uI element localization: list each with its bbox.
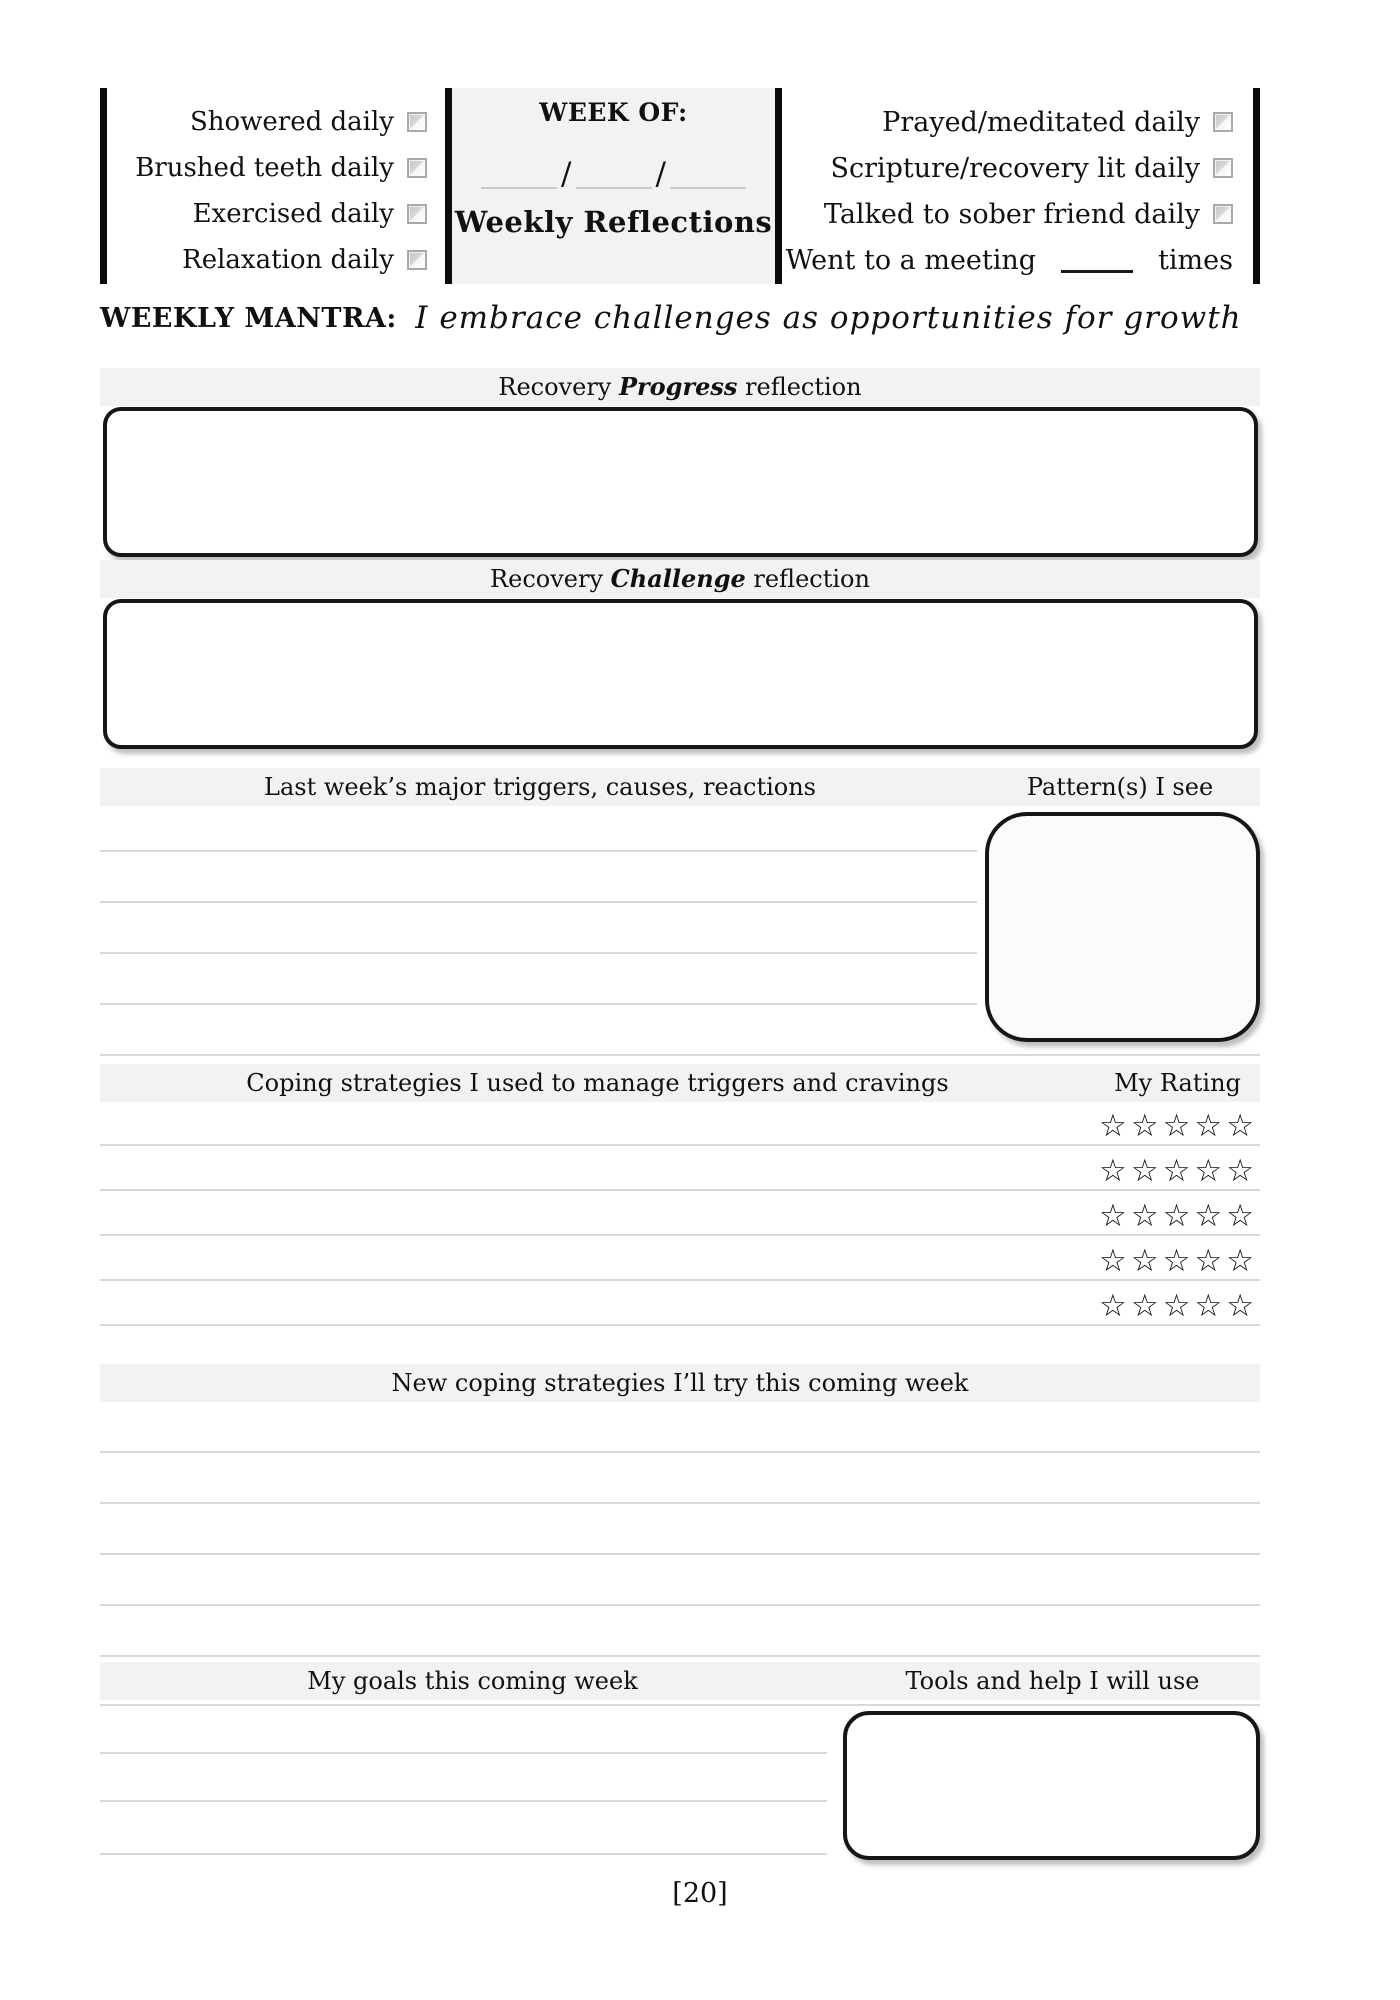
rating-stars-row[interactable]: ☆☆☆☆☆ <box>100 1149 1260 1191</box>
new-coping-writing-line[interactable] <box>100 1553 1260 1555</box>
checkbox-icon[interactable] <box>407 112 427 132</box>
checklist-row-showered <box>107 99 445 145</box>
goals-writing-line[interactable] <box>100 1704 1260 1706</box>
meeting-count-row <box>782 237 1253 283</box>
date-slash: / <box>561 156 572 192</box>
week-of-label: WEEK OF: <box>539 98 688 127</box>
checklist-label: Scripture/recovery lit daily <box>830 152 1200 184</box>
center-left-divider-bar <box>445 88 452 284</box>
checklist-label: Showered daily <box>189 107 394 137</box>
tools-writing-box[interactable] <box>843 1711 1260 1860</box>
weekly-mantra-label: WEEKLY MANTRA: <box>100 302 397 334</box>
challenge-title-post: reflection <box>745 565 870 593</box>
checkbox-icon[interactable] <box>1213 158 1233 178</box>
checklist-row-brushed <box>107 145 445 191</box>
center-right-divider-bar <box>775 88 782 284</box>
weekly-mantra-text: I embrace challenges as opportunities for growth <box>415 300 1242 336</box>
goals-title: My goals this coming week <box>307 1667 638 1695</box>
progress-title-pre: Recovery <box>498 373 619 401</box>
page-title: Weekly Reflections <box>454 205 773 239</box>
new-coping-writing-line[interactable] <box>100 1502 1260 1504</box>
checklist-label: Prayed/meditated daily <box>882 106 1200 138</box>
rating-stars-row[interactable]: ☆☆☆☆☆ <box>100 1194 1260 1236</box>
rating-stars-row[interactable]: ☆☆☆☆☆ <box>100 1239 1260 1281</box>
checklist-label: Exercised daily <box>192 199 394 229</box>
rating-stars-row[interactable]: ☆☆☆☆☆ <box>100 1284 1260 1326</box>
triggers-writing-line[interactable] <box>100 952 977 954</box>
new-coping-writing-line[interactable] <box>100 1604 1260 1606</box>
weekly-header-block <box>100 88 1260 284</box>
triggers-writing-line[interactable] <box>100 1003 977 1005</box>
goals-writing-line[interactable] <box>100 1800 827 1802</box>
triggers-writing-line[interactable] <box>100 901 977 903</box>
coping-title: Coping strategies I used to manage triggers and cravings <box>246 1069 949 1097</box>
rating-title: My Rating <box>1114 1069 1241 1097</box>
challenge-title-emph: Challenge <box>610 564 746 593</box>
new-coping-section-header: New coping strategies I’ll try this coming week <box>100 1364 1260 1402</box>
checklist-label: Brushed teeth daily <box>135 153 394 183</box>
goals-writing-line[interactable] <box>100 1752 827 1754</box>
checkbox-icon[interactable] <box>1213 204 1233 224</box>
date-blank-year[interactable] <box>670 157 746 189</box>
date-blank-month[interactable] <box>481 157 557 189</box>
self-care-checklist <box>107 88 445 284</box>
progress-writing-box[interactable] <box>103 407 1258 557</box>
progress-title-post: reflection <box>737 373 862 401</box>
tools-title: Tools and help I will use <box>905 1667 1200 1695</box>
weekly-mantra-row <box>100 300 1260 336</box>
date-blank-day[interactable] <box>576 157 652 189</box>
meeting-prefix: Went to a meeting <box>785 244 1037 276</box>
checklist-row-prayed <box>782 99 1253 145</box>
rating-stars-row[interactable]: ☆☆☆☆☆ <box>100 1104 1260 1146</box>
meeting-count-blank[interactable] <box>1061 248 1133 273</box>
checklist-row-relaxation <box>107 237 445 283</box>
patterns-title: Pattern(s) I see <box>1026 773 1214 801</box>
progress-section-header <box>100 368 1260 406</box>
right-divider-bar <box>1253 88 1260 284</box>
week-of-date-fields <box>452 143 775 192</box>
triggers-writing-line[interactable] <box>100 1054 1260 1056</box>
challenge-writing-box[interactable] <box>103 599 1258 749</box>
checklist-label: Talked to sober friend daily <box>823 198 1200 230</box>
triggers-writing-line[interactable] <box>100 850 977 852</box>
goals-section-header <box>100 1662 1260 1700</box>
checkbox-icon[interactable] <box>407 250 427 270</box>
progress-title-emph: Progress <box>618 372 738 401</box>
checklist-row-exercised <box>107 191 445 237</box>
new-coping-writing-line[interactable] <box>100 1451 1260 1453</box>
meeting-suffix: times <box>1158 244 1233 276</box>
triggers-section-header <box>100 768 1260 806</box>
coping-section-header <box>100 1064 1260 1102</box>
checkbox-icon[interactable] <box>1213 112 1233 132</box>
checkbox-icon[interactable] <box>407 158 427 178</box>
week-of-panel <box>452 88 775 284</box>
patterns-writing-box[interactable] <box>985 812 1260 1042</box>
checklist-row-scripture <box>782 145 1253 191</box>
left-divider-bar <box>100 88 107 284</box>
page-number: [20] <box>672 1878 728 1909</box>
checklist-row-sober-friend <box>782 191 1253 237</box>
goals-writing-line[interactable] <box>100 1853 827 1855</box>
challenge-title-pre: Recovery <box>490 565 611 593</box>
challenge-section-header <box>100 560 1260 598</box>
checklist-label: Relaxation daily <box>182 245 394 275</box>
checkbox-icon[interactable] <box>407 204 427 224</box>
date-slash: / <box>655 156 666 192</box>
recovery-checklist <box>782 88 1253 284</box>
new-coping-writing-line[interactable] <box>100 1655 1260 1657</box>
triggers-title: Last week’s major triggers, causes, reactions <box>264 773 816 801</box>
